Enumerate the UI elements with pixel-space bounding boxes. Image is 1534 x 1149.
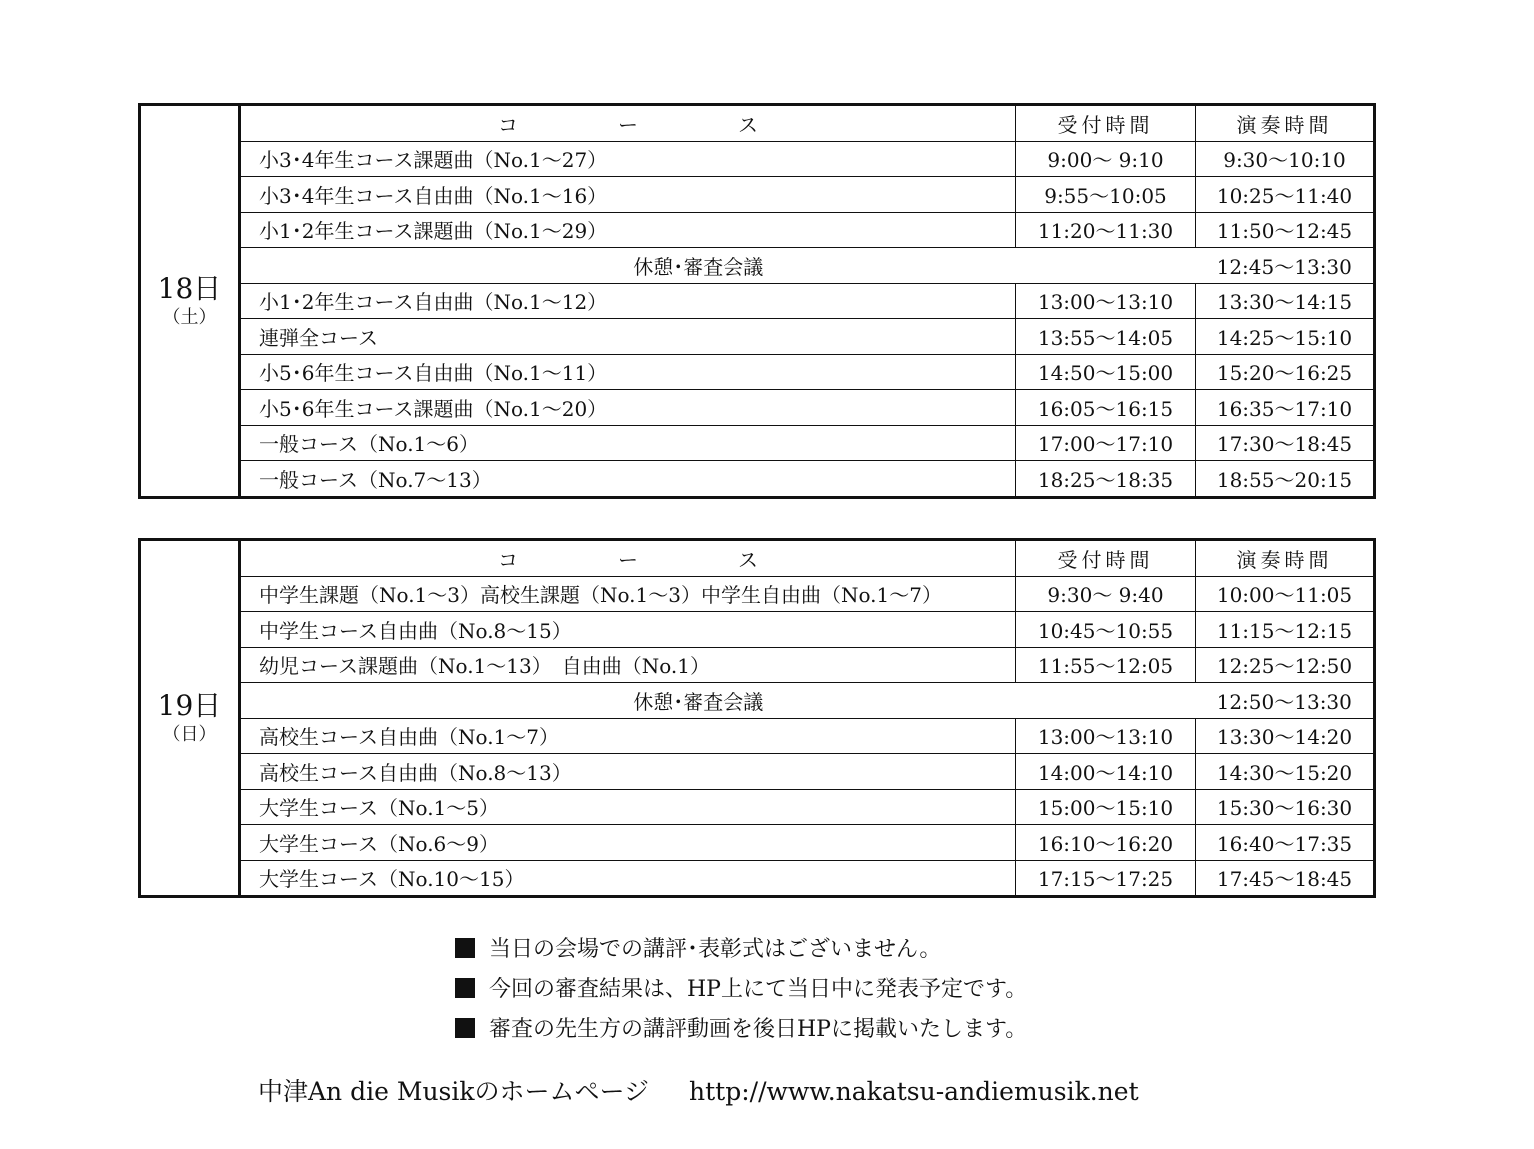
performance-time: 17:45～18:45 — [1196, 860, 1375, 897]
reception-time: 11:55～12:05 — [1016, 647, 1196, 683]
performance-time: 14:30～15:20 — [1196, 754, 1375, 790]
day-label: 19日 — [157, 689, 222, 722]
course-cell: 一般コース（No.1～6） — [240, 425, 1016, 461]
footer — [258, 1072, 1139, 1108]
course-cell: 中学生コース自由曲（No.8～15） — [240, 612, 1016, 648]
reception-time: 13:00～13:10 — [1016, 283, 1196, 319]
day-cell-18 — [140, 105, 240, 498]
course-cell: 大学生コース（No.1～5） — [240, 789, 1016, 825]
reception-time: 14:00～14:10 — [1016, 754, 1196, 790]
table-row — [140, 825, 1375, 861]
performance-time: 9:30～10:10 — [1196, 141, 1375, 177]
break-row — [140, 248, 1375, 284]
table-row — [140, 718, 1375, 754]
break-row — [140, 683, 1375, 719]
day-cell-19 — [140, 540, 240, 897]
weekday-label: （日） — [162, 724, 217, 745]
reception-time: 10:45～10:55 — [1016, 612, 1196, 648]
course-cell: 小3･4年生コース課題曲（No.1～27） — [240, 141, 1016, 177]
header-performance: 演奏時間 — [1196, 105, 1375, 142]
performance-time: 16:35～17:10 — [1196, 390, 1375, 426]
course-cell: 大学生コース（No.6～9） — [240, 825, 1016, 861]
table-row — [140, 283, 1375, 319]
table-row — [140, 141, 1375, 177]
performance-time: 16:40～17:35 — [1196, 825, 1375, 861]
day-label: 18日 — [157, 271, 222, 305]
performance-time: 15:30～16:30 — [1196, 789, 1375, 825]
performance-time: 10:25～11:40 — [1196, 177, 1375, 213]
table-header-row — [140, 105, 1375, 142]
schedule-table-day19 — [138, 538, 1376, 898]
note-item — [455, 970, 1155, 1010]
reception-time: 16:05～16:15 — [1016, 390, 1196, 426]
table-header-row — [140, 540, 1375, 577]
performance-time: 11:15～12:15 — [1196, 612, 1375, 648]
homepage-url[interactable]: http://www.nakatsu-andiemusik.net — [689, 1077, 1139, 1106]
header-performance: 演奏時間 — [1196, 540, 1375, 577]
reception-time: 11:20～11:30 — [1016, 212, 1196, 248]
reception-time: 17:00～17:10 — [1016, 425, 1196, 461]
performance-time: 12:45～13:30 — [1196, 248, 1375, 284]
performance-time: 12:50～13:30 — [1196, 683, 1375, 719]
table-row — [140, 647, 1375, 683]
note-text: 今回の審査結果は、HP上にて当日中に発表予定です。 — [489, 977, 1028, 1002]
reception-time: 13:55～14:05 — [1016, 319, 1196, 355]
course-cell: 高校生コース自由曲（No.8～13） — [240, 754, 1016, 790]
course-cell: 小5･6年生コース課題曲（No.1～20） — [240, 390, 1016, 426]
note-text: 当日の会場での講評･表彰式はございません。 — [489, 937, 942, 962]
course-cell: 中学生課題（No.1～3）高校生課題（No.1～3）中学生自由曲（No.1～7） — [240, 576, 1016, 612]
break-spacer — [1016, 248, 1196, 284]
table-row — [140, 177, 1375, 213]
reception-time: 13:00～13:10 — [1016, 718, 1196, 754]
performance-time: 17:30～18:45 — [1196, 425, 1375, 461]
table-row — [140, 425, 1375, 461]
reception-time: 14:50～15:00 — [1016, 354, 1196, 390]
performance-time: 15:20～16:25 — [1196, 354, 1375, 390]
table-row — [140, 789, 1375, 825]
table-row — [140, 354, 1375, 390]
course-cell: 幼児コース課題曲（No.1～13） 自由曲（No.1） — [240, 647, 1016, 683]
reception-time: 16:10～16:20 — [1016, 825, 1196, 861]
header-reception: 受付時間 — [1016, 105, 1196, 142]
table-row — [140, 390, 1375, 426]
break-label: 休憩･審査会議 — [240, 683, 1016, 719]
table-row — [140, 612, 1375, 648]
performance-time: 11:50～12:45 — [1196, 212, 1375, 248]
reception-time: 9:30～ 9:40 — [1016, 576, 1196, 612]
header-reception: 受付時間 — [1016, 540, 1196, 577]
notes-list — [455, 930, 1155, 1050]
reception-time: 15:00～15:10 — [1016, 789, 1196, 825]
table-row — [140, 754, 1375, 790]
header-course: コ ー ス — [240, 105, 1016, 142]
table-row — [140, 319, 1375, 355]
course-cell: 大学生コース（No.10～15） — [240, 860, 1016, 897]
schedule-table-day18 — [138, 103, 1376, 499]
reception-time: 9:00～ 9:10 — [1016, 141, 1196, 177]
course-cell: 連弾全コース — [240, 319, 1016, 355]
performance-time: 13:30～14:15 — [1196, 283, 1375, 319]
reception-time: 17:15～17:25 — [1016, 860, 1196, 897]
table-row — [140, 461, 1375, 498]
reception-time: 18:25～18:35 — [1016, 461, 1196, 498]
square-bullet-icon — [455, 1018, 475, 1038]
table-row — [140, 860, 1375, 897]
weekday-label: （土） — [162, 306, 217, 328]
table-row — [140, 576, 1375, 612]
note-item — [455, 930, 1155, 970]
square-bullet-icon — [455, 938, 475, 958]
course-cell: 小5･6年生コース自由曲（No.1～11） — [240, 354, 1016, 390]
performance-time: 18:55～20:15 — [1196, 461, 1375, 498]
performance-time: 12:25～12:50 — [1196, 647, 1375, 683]
table-row — [140, 212, 1375, 248]
course-cell: 小1･2年生コース自由曲（No.1～12） — [240, 283, 1016, 319]
course-cell: 小1･2年生コース課題曲（No.1～29） — [240, 212, 1016, 248]
performance-time: 13:30～14:20 — [1196, 718, 1375, 754]
note-text: 審査の先生方の講評動画を後日HPに掲載いたします。 — [489, 1017, 1028, 1042]
square-bullet-icon — [455, 978, 475, 998]
note-item — [455, 1010, 1155, 1050]
homepage-label: 中津An die Musikのホームページ — [258, 1077, 650, 1106]
reception-time: 9:55～10:05 — [1016, 177, 1196, 213]
performance-time: 14:25～15:10 — [1196, 319, 1375, 355]
break-spacer — [1016, 683, 1196, 719]
course-cell: 小3･4年生コース自由曲（No.1～16） — [240, 177, 1016, 213]
course-cell: 一般コース（No.7～13） — [240, 461, 1016, 498]
header-course: コ ー ス — [240, 540, 1016, 577]
course-cell: 高校生コース自由曲（No.1～7） — [240, 718, 1016, 754]
break-label: 休憩･審査会議 — [240, 248, 1016, 284]
performance-time: 10:00～11:05 — [1196, 576, 1375, 612]
